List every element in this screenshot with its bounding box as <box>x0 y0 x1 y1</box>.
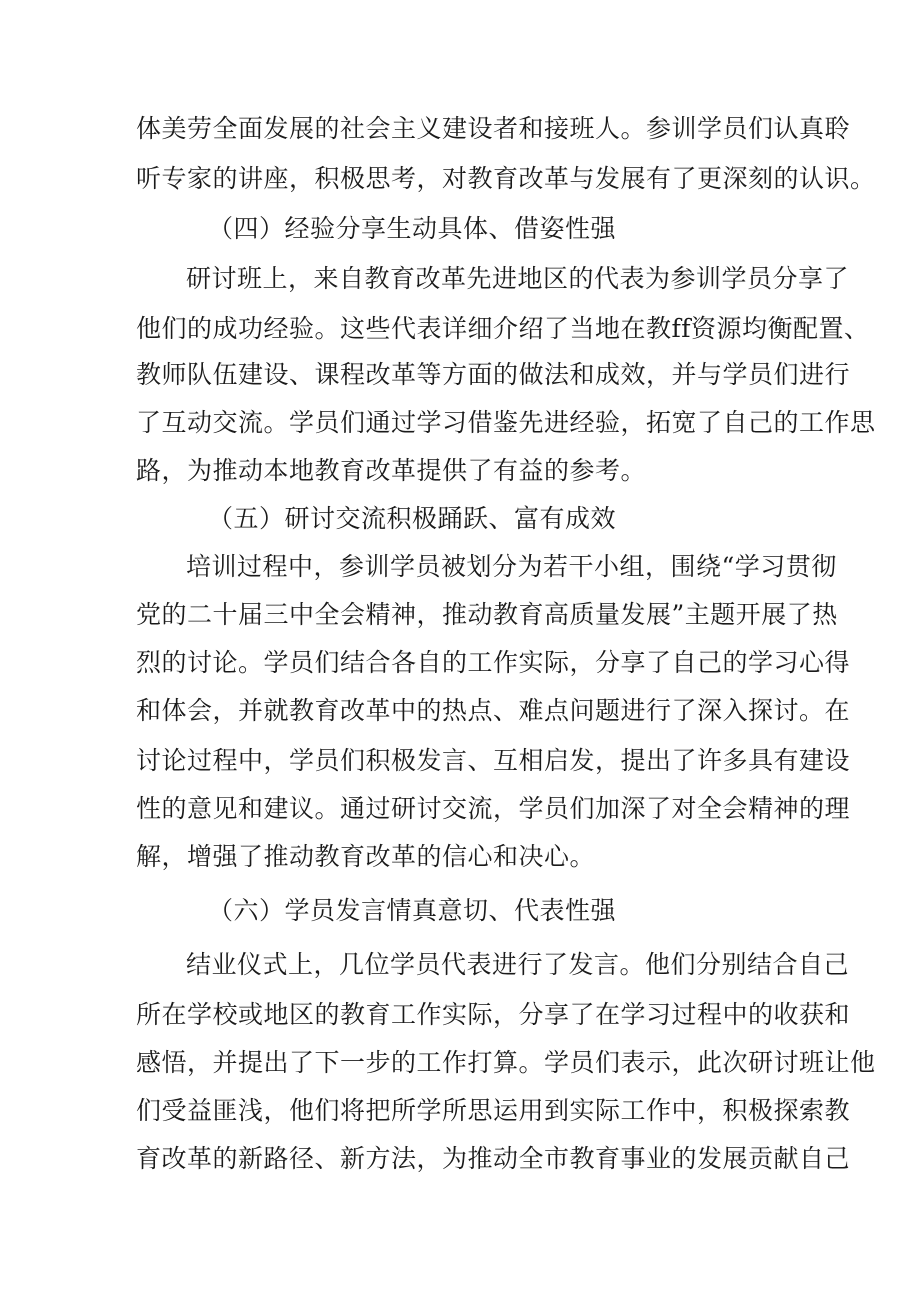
body-text-line: 他们的成功经验。这些代表详细介绍了当地在教ff资源均衡配置、 <box>136 314 870 343</box>
body-text-line: 们受益匪浅，他们将把所学所思运用到实际工作中，积极探索教 <box>136 1096 851 1125</box>
body-text-line: 性的意见和建议。通过研讨交流，学员们加深了对全会精神的理 <box>136 794 851 823</box>
body-text-line: 感悟，并提出了下一步的工作打算。学员们表示，此次研讨班让他 <box>136 1048 876 1077</box>
body-text-line: 所在学校或地区的教育工作实际，分享了在学习过程中的收获和 <box>136 1000 851 1029</box>
body-text-line: 讨论过程中，学员们积极发言、互相启发，提出了许多具有建设 <box>136 746 851 775</box>
body-text-line: 研讨班上，来自教育改革先进地区的代表为参训学员分享了 <box>186 264 850 293</box>
body-text-line: 了互动交流。学员们通过学习借鉴先进经验，拓宽了自己的工作思 <box>136 408 876 437</box>
body-text-line: 结业仪式上，几位学员代表进行了发言。他们分别结合自己 <box>186 950 850 979</box>
body-text-line: 培训过程中，参训学员被划分为若干小组，围绕“学习贯彻 <box>186 552 837 581</box>
body-text-line: 党的二十届三中全会精神，推动教育高质量发展”主题开展了热 <box>136 600 838 629</box>
section-heading: （五）研讨交流积极踊跃、富有成效 <box>208 504 617 533</box>
body-text-line: 烈的讨论。学员们结合各自的工作实际，分享了自己的学习心得 <box>136 648 851 677</box>
body-text-line: 和体会，并就教育改革中的热点、难点问题进行了深入探讨。在 <box>136 696 851 725</box>
body-text-line: 教师队伍建设、课程改革等方面的做法和成效，并与学员们进行 <box>136 360 851 389</box>
body-text-line: 路，为推动本地教育改革提供了有益的参考。 <box>136 456 647 485</box>
body-text-line: 听专家的讲座，积极思考，对教育改革与发展有了更深刻的认识。 <box>136 164 876 193</box>
body-text-line: 解，增强了推动教育改革的信心和决心。 <box>136 842 596 871</box>
section-heading: （六）学员发言情真意切、代表性强 <box>208 896 617 925</box>
body-text-line: 育改革的新路径、新方法，为推动全市教育事业的发展贡献自己 <box>136 1144 851 1173</box>
body-text-line: 体美劳全面发展的社会主义建设者和接班人。参训学员们认真聆 <box>136 114 851 143</box>
section-heading: （四）经验分享生动具体、借姿性强 <box>208 214 617 243</box>
